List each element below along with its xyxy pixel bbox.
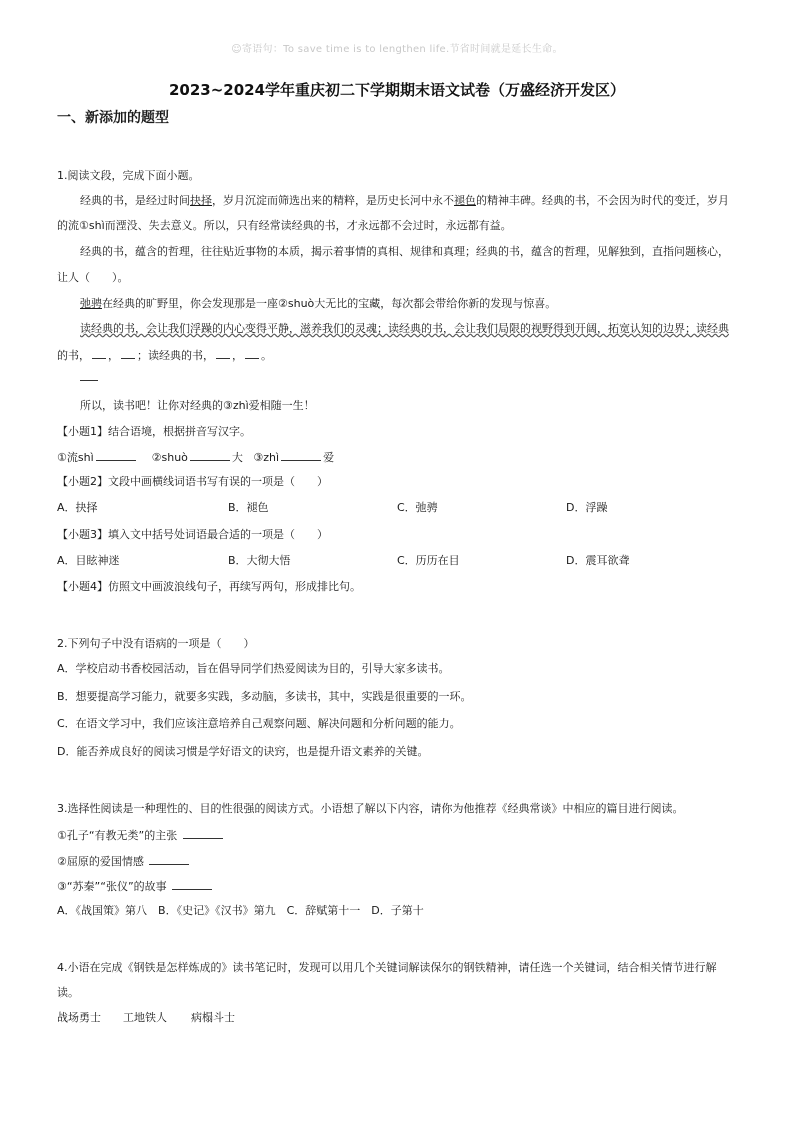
option-a[interactable]: A．目眩神迷 (57, 554, 120, 567)
q2-option-b[interactable]: B．想要提高学习能力，就要多实践，多动脑，多读书，其中，实践是很重要的一环。 (57, 690, 472, 703)
option-c[interactable]: C．弛骋 (397, 501, 438, 514)
q1-stem: 1.阅读文段，完成下面小题。 (57, 169, 200, 182)
underlined-word-2: 褪色 (454, 194, 476, 207)
option-b[interactable]: B．褪色 (228, 501, 269, 514)
q2-option-c[interactable]: C．在语文学习中，我们应该注意培养自己观察问题、解决问题和分析问题的能力。 (57, 717, 461, 730)
q1-subquestion-1: 【小题1】结合语境，根据拼音写汉字。 (57, 425, 251, 438)
option-a[interactable]: A．抉择 (57, 501, 98, 514)
q3-options: A．《战国策》第八 B．《史记》《汉书》第九 C．辞赋第十一 D．子第十 (57, 904, 424, 917)
fill-blank[interactable] (121, 347, 135, 359)
q2-option-a[interactable]: A．学校启动书香校园活动，旨在倡导同学们热爱阅读为目的，引导大家多读书。 (57, 662, 450, 675)
separator-dash (80, 380, 98, 381)
q1-subquestion-4: 【小题4】仿照文中画波浪线句子，再续写两句，形成排比句。 (57, 580, 361, 593)
q1-paragraph-1-line-1: 经典的书，是经过时间抉择，岁月沉淀而筛选出来的精粹，是历史长河中永不褪色的精神丰碑。经典的书，不会因为时代的变迁，岁月 (80, 194, 729, 207)
q3-stem: 3.选择性阅读是一种理性的、目的性很强的阅读方式。小语想了解以下内容，请你为他推荐《经典常谈》中相应的篇目进行阅读。 (57, 802, 684, 815)
q1-paragraph-1-line-2: 的流①shì而湮没、失去意义。所以，只有经常读经典的书，才永远都不会过时，永远都有益。 (57, 219, 512, 232)
q1-paragraph-2-line-2: 让人（ ）。 (57, 271, 129, 284)
header-watermark: ☺寄语句：To save time is to lengthen life.节省时间就是延长生命。 (231, 44, 563, 55)
q2-stem: 2.下列句子中没有语病的一项是（ ） (57, 637, 255, 650)
q4-stem-line-2: 读。 (57, 986, 79, 999)
option-b[interactable]: B．大彻大悟 (228, 554, 291, 567)
answer-blank[interactable] (281, 449, 321, 461)
keyword-2: 工地铁人 (123, 1011, 167, 1024)
q1-paragraph-3: 弛骋在经典的旷野里，你会发现那是一座②shuò大无比的宝藏，每次都会带给你新的发现与惊喜。 (80, 297, 557, 310)
keyword-3: 病榻斗士 (191, 1011, 235, 1024)
q1-paragraph-5: 所以，读书吧！让你对经典的③zhì爱相随一生！ (80, 399, 315, 412)
q1-paragraph-4-line-1: 读经典的书，会让我们浮躁的内心变得平静，滋养我们的灵魂；读经典的书，会让我们局限的视野得到开阔，拓宽认知的边界；读经典 (80, 322, 729, 335)
option-d[interactable]: D．震耳欲聋 (566, 554, 630, 567)
fill-blank[interactable] (245, 347, 259, 359)
q1-subquestion-1-items: ①流shì ②shuò 大 ③zhì 爱 (57, 451, 335, 464)
q1-paragraph-4-line-2: 的书， ， ；读经典的书， ， 。 (57, 349, 272, 362)
answer-blank[interactable] (96, 449, 136, 461)
fill-blank[interactable] (216, 347, 230, 359)
page-title: 2023~2024学年重庆初二下学期期末语文试卷（万盛经济开发区） (168, 81, 626, 99)
section-heading: 一、新添加的题型 (57, 110, 169, 126)
keyword-1: 战场勇士 (57, 1011, 101, 1024)
q3-item-1: ①孔子“有教无类”的主张 (57, 827, 737, 844)
underlined-word-1: 抉择 (190, 194, 212, 207)
answer-blank[interactable] (149, 853, 189, 865)
answer-blank[interactable] (183, 827, 223, 839)
option-c[interactable]: C．历历在目 (397, 554, 460, 567)
fill-blank[interactable] (92, 347, 106, 359)
q3-item-2: ②屈原的爱国情感 (57, 853, 737, 870)
q1-paragraph-2-line-1: 经典的书，蕴含的哲理，往往贴近事物的本质，揭示着事情的真相、规律和真理；经典的书，蕴含的哲理，见解独到，直指问题核心， (80, 245, 729, 258)
answer-blank[interactable] (172, 878, 212, 890)
q2-option-d[interactable]: D．能否养成良好的阅读习惯是学好语文的诀窍，也是提升语文素养的关键。 (57, 745, 429, 758)
q1-subquestion-3: 【小题3】填入文中括号处词语最合适的一项是（ ） (57, 528, 328, 541)
q1-subquestion-2: 【小题2】文段中画横线词语书写有误的一项是（ ） (57, 475, 328, 488)
option-d[interactable]: D．浮躁 (566, 501, 608, 514)
underlined-word-3: 弛骋 (80, 297, 102, 310)
q3-item-3: ③“苏秦”“张仪”的故事 (57, 878, 737, 895)
answer-blank[interactable] (190, 449, 230, 461)
q4-stem-line-1: 4.小语在完成《钢铁是怎样炼成的》读书笔记时，发现可以用几个关键词解读保尔的钢铁精神，请任选一个关键词，结合相关情节进行解 (57, 961, 717, 974)
